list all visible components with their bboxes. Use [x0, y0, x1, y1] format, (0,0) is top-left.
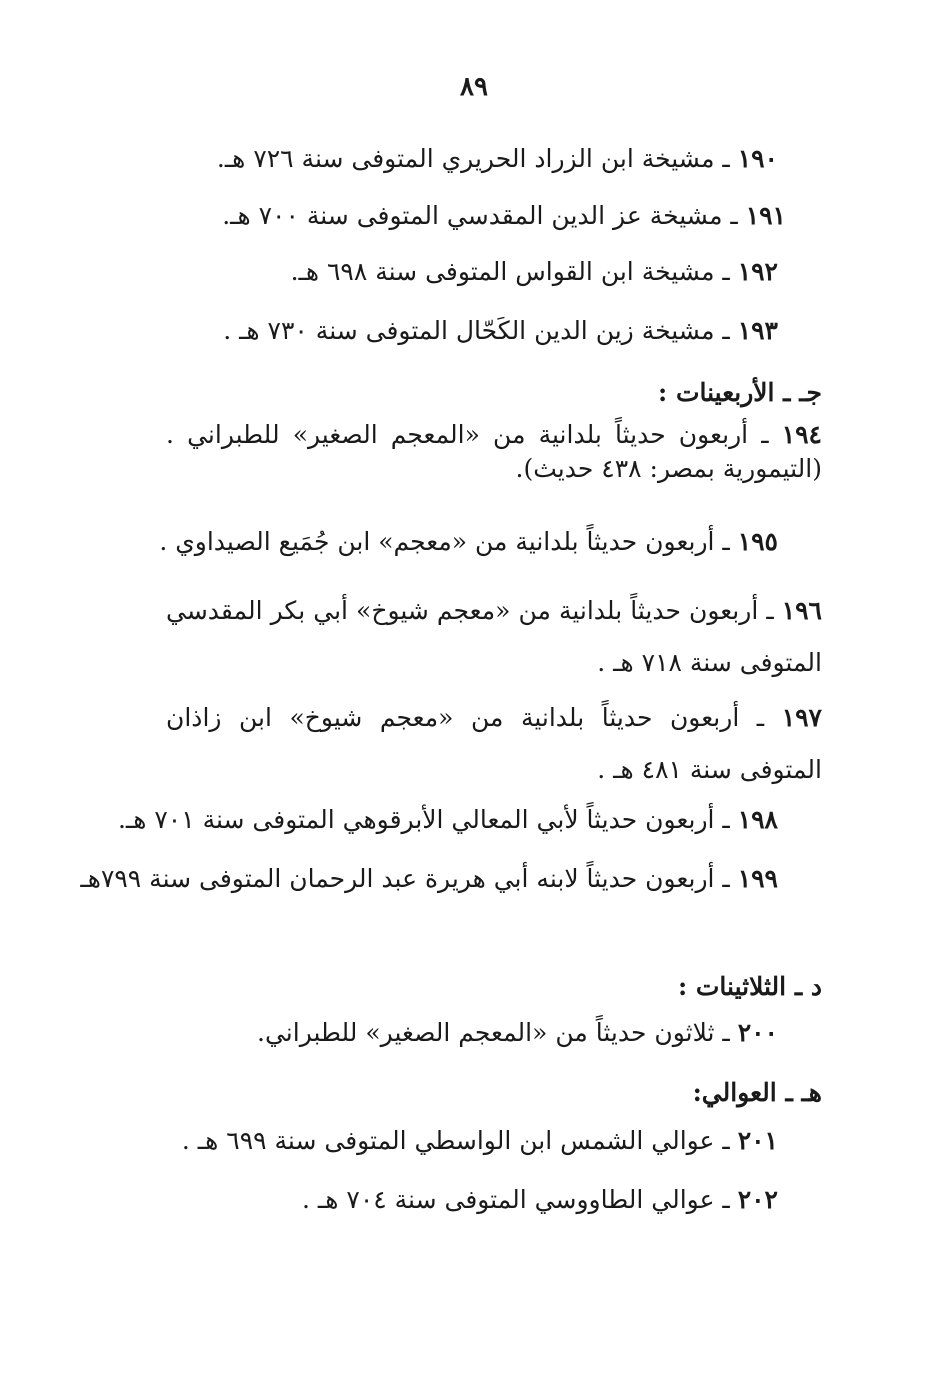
- item-text: ـ مشيخة ابن القواس المتوفى سنة ٦٩٨ هـ.: [290, 257, 738, 286]
- item-text: ـ ثلاثون حديثاً من «المعجم الصغير» للطبراني.: [257, 1018, 738, 1047]
- list-item-201: [182, 1124, 778, 1158]
- list-item-193: [223, 314, 778, 348]
- item-number: ١٩٧: [781, 703, 822, 732]
- item-number: ٢٠٢: [737, 1185, 778, 1214]
- list-item-199: [80, 862, 778, 896]
- item-text: ـ عوالي الطاووسي المتوفى سنة ٧٠٤ هـ .: [302, 1185, 738, 1214]
- item-number: ١٩١: [745, 201, 786, 230]
- item-text: ـ أربعون حديثاً بلدانية من «معجم شيوخ» ابن زاذان المتوفى سنة ٤٨١ هـ .: [166, 703, 822, 784]
- list-item-197: [166, 692, 822, 796]
- item-number: ١٩٨: [737, 805, 778, 834]
- list-item-192: [291, 255, 778, 289]
- item-text: ـ أربعون حديثاً بلدانية من «معجم شيوخ» أبي بكر المقدسي المتوفى سنة ٧١٨ هـ .: [166, 596, 822, 677]
- list-item-198: [118, 803, 778, 837]
- list-item-202: [302, 1183, 778, 1217]
- item-number: ١٩٦: [781, 596, 822, 625]
- item-text: ـ مشيخة ابن الزراد الحريري المتوفى سنة ٧٢٦ هـ.: [216, 144, 738, 173]
- item-number: ١٩٣: [737, 316, 778, 345]
- list-item-196: [166, 585, 822, 689]
- item-text: ـ مشيخة زين الدين الكَحّال المتوفى سنة ٧٣٠ هـ .: [223, 316, 738, 345]
- item-text: ـ مشيخة عز الدين المقدسي المتوفى سنة ٧٠٠ هـ.: [222, 201, 746, 230]
- list-item-194: [166, 418, 822, 486]
- item-number: ١٩٢: [737, 257, 778, 286]
- list-item-195: [159, 525, 778, 559]
- item-number: ١٩٠: [737, 144, 778, 173]
- list-item-190: [217, 142, 778, 176]
- section-heading-awali: هـ ـ العوالي:: [692, 1078, 822, 1107]
- item-number: ١٩٩: [737, 864, 778, 893]
- item-text: ـ أربعون حديثاً بلدانية من «معجم» ابن جُمَيع الصيداوي .: [159, 527, 738, 556]
- item-text: ـ أربعون حديثاً لابنه أبي هريرة عبد الرحمان المتوفى سنة ٧٩٩هـ: [80, 864, 738, 893]
- section-heading-thirties: د ـ الثلاثينات :: [677, 972, 822, 1001]
- item-text: ـ أربعون حديثاً لأبي المعالي الأبرقوهي المتوفى سنة ٧٠١ هـ.: [117, 805, 738, 834]
- item-text: ـ أربعون حديثاً بلدانية من «المعجم الصغير» للطبراني . (التيمورية بمصر: ٤٣٨ حديث).: [166, 420, 822, 483]
- item-number: ١٩٤: [781, 420, 822, 449]
- item-number: ١٩٥: [737, 527, 778, 556]
- list-item-200: [257, 1016, 778, 1050]
- list-item-191: [222, 199, 786, 233]
- page-number: ٨٩: [460, 72, 488, 102]
- item-number: ٢٠١: [737, 1126, 778, 1155]
- section-heading-forties: جـ ـ الأربعينات :: [658, 378, 822, 407]
- item-text: ـ عوالي الشمس ابن الواسطي المتوفى سنة ٦٩٩ هـ .: [181, 1126, 738, 1155]
- item-number: ٢٠٠: [737, 1018, 778, 1047]
